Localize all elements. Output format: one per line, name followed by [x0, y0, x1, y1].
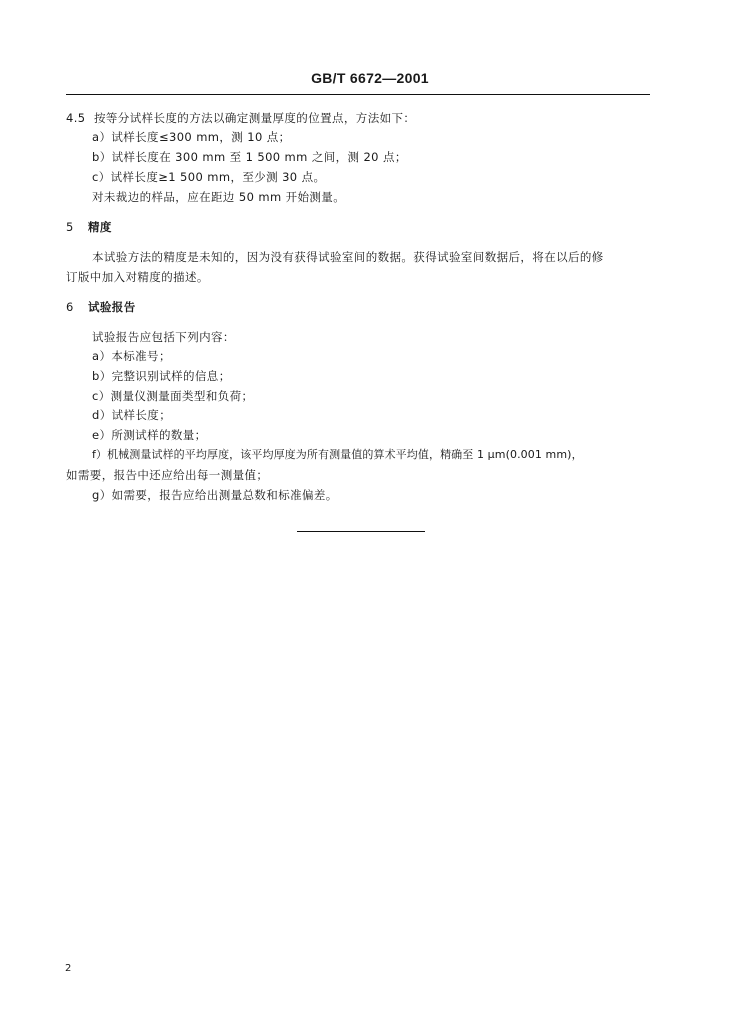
list-item-g: g）如需要，报告应给出测量总数和标准偏差。	[92, 488, 338, 502]
list-item-f-continuation: 如需要，报告中还应给出每一测量值；	[66, 468, 269, 482]
section-6-heading	[66, 299, 136, 315]
list-item-a: a）试样长度≤300 mm，测 10 点；	[92, 130, 291, 144]
section-number: 5	[66, 220, 74, 234]
section-number: 4.5	[66, 111, 86, 125]
list-item-c: c）试样长度≥1 500 mm，至少测 30 点。	[92, 170, 326, 184]
section-intro: 按等分试样长度的方法以确定测量厚度的位置点，方法如下：	[94, 111, 416, 125]
section-title: 精度	[88, 220, 112, 234]
list-item-a: a）本标准号；	[92, 349, 171, 363]
section-4-5-heading	[66, 110, 415, 126]
list-item-d: d）试样长度；	[92, 408, 172, 422]
header-rule	[66, 94, 650, 95]
list-item-c: c）测量仪测量面类型和负荷；	[92, 389, 254, 403]
page-number: 2	[65, 963, 72, 974]
section-number: 6	[66, 300, 74, 314]
section-intro: 试验报告应包括下列内容：	[92, 330, 235, 344]
list-item-e: e）所测试样的数量；	[92, 428, 207, 442]
end-of-text-rule	[297, 531, 425, 532]
list-item-f: f）机械测量试样的平均厚度，该平均厚度为所有测量值的算术平均值，精确至 1 μm(0.001 mm)，	[92, 448, 583, 461]
paragraph-line: 订版中加入对精度的描述。	[66, 270, 209, 284]
paragraph-line: 本试验方法的精度是未知的，因为没有获得试验室间的数据。获得试验室间数据后，将在以后的修	[92, 250, 604, 264]
list-item-b: b）完整识别试样的信息；	[92, 369, 231, 383]
section-5-heading	[66, 219, 112, 235]
note-line: 对未裁边的样品，应在距边 50 mm 开始测量。	[92, 190, 346, 204]
list-item-b: b）试样长度在 300 mm 至 1 500 mm 之间，测 20 点；	[92, 150, 407, 164]
section-title: 试验报告	[88, 300, 136, 314]
standard-code-header: GB/T 6672—2001	[311, 70, 429, 86]
